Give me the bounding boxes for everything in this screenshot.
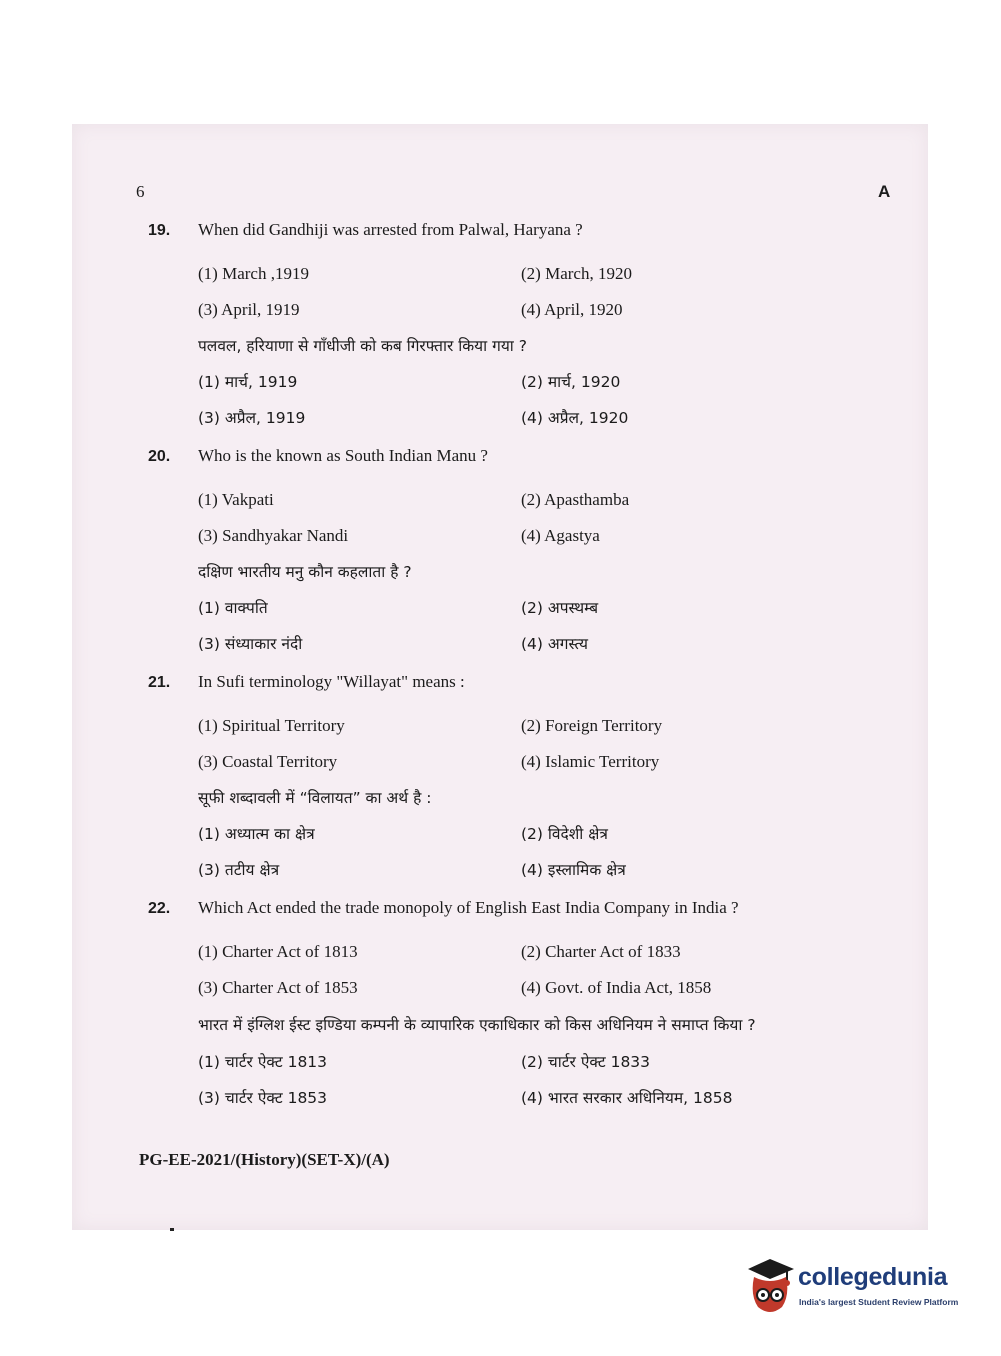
brand-tagline: India's largest Student Review Platform — [799, 1297, 959, 1307]
option-4: (4) April, 1920 — [521, 300, 623, 319]
options-en — [198, 482, 888, 554]
option-3: (3) April, 1919 — [198, 300, 300, 319]
option-3-hi: (3) तटीय क्षेत्र — [198, 861, 280, 879]
option-4-hi: (4) इस्लामिक क्षेत्र — [521, 861, 626, 879]
options-hi — [198, 364, 888, 436]
paper-code: PG-EE-2021/(History)(SET-X)/(A) — [139, 1150, 390, 1169]
question-text-en: Who is the known as South Indian Manu ? — [198, 446, 488, 465]
option-4: (4) Agastya — [521, 526, 600, 545]
question-text-hi: पलवल, हरियाणा से गाँधीजी को कब गिरफ्तार किया गया ? — [198, 337, 527, 355]
option-1: (1) Vakpati — [198, 490, 274, 509]
option-2-hi: (2) मार्च, 1920 — [521, 373, 621, 391]
question-text-en: When did Gandhiji was arrested from Palwal, Haryana ? — [198, 220, 583, 239]
question-text-hi: सूफी शब्दावली में “विलायत” का अर्थ है : — [198, 789, 432, 807]
brand-name: collegedunia — [798, 1263, 948, 1291]
question-number: 21. — [148, 674, 171, 691]
question-21 — [148, 672, 888, 888]
question-number: 22. — [148, 900, 171, 917]
option-2-hi: (2) अपस्थम्ब — [521, 599, 599, 617]
option-1-hi: (1) अध्यात्म का क्षेत्र — [198, 825, 315, 843]
option-2: (2) March, 1920 — [521, 264, 632, 283]
question-number: 20. — [148, 448, 171, 465]
options-hi — [198, 816, 888, 888]
option-3: (3) Coastal Territory — [198, 752, 338, 771]
option-1: (1) March ,1919 — [198, 264, 309, 283]
option-3-hi: (3) चार्टर ऐक्ट 1853 — [198, 1089, 328, 1107]
options-en — [198, 708, 888, 780]
question-text-hi: भारत में इंग्लिश ईस्ट इण्डिया कम्पनी के व्यापारिक एकाधिकार को किस अधिनियम ने समाप्त किया ? — [198, 1016, 756, 1034]
question-19 — [148, 220, 888, 436]
mascot-icon — [742, 1255, 798, 1321]
option-1: (1) Charter Act of 1813 — [198, 942, 358, 961]
option-2-hi: (2) विदेशी क्षेत्र — [521, 825, 608, 843]
options-hi — [198, 1044, 888, 1116]
option-4-hi: (4) अगस्त्य — [521, 635, 588, 653]
option-2: (2) Foreign Territory — [521, 716, 663, 735]
options-en — [198, 256, 888, 328]
option-2: (2) Apasthamba — [521, 490, 630, 509]
page-number: 6 — [136, 182, 145, 201]
scan-mark — [170, 1228, 174, 1231]
option-1-hi: (1) वाक्पति — [198, 599, 268, 617]
options-en — [198, 934, 888, 1006]
question-22 — [148, 898, 888, 1116]
set-letter: A — [878, 182, 891, 201]
option-2-hi: (2) चार्टर ऐक्ट 1833 — [521, 1053, 651, 1071]
option-1: (1) Spiritual Territory — [198, 716, 345, 735]
option-3: (3) Sandhyakar Nandi — [198, 526, 349, 545]
option-4: (4) Govt. of India Act, 1858 — [521, 978, 712, 997]
option-4-hi: (4) अप्रैल, 1920 — [521, 409, 629, 427]
question-text-en: In Sufi terminology "Willayat" means : — [198, 672, 465, 691]
option-3-hi: (3) संध्याकार नंदी — [198, 635, 303, 653]
option-1-hi: (1) मार्च, 1919 — [198, 373, 298, 391]
collegedunia-logo — [742, 1255, 972, 1321]
question-number: 19. — [148, 222, 171, 239]
option-3-hi: (3) अप्रैल, 1919 — [198, 409, 306, 427]
question-text-en: Which Act ended the trade monopoly of English East India Company in India ? — [198, 898, 739, 917]
option-1-hi: (1) चार्टर ऐक्ट 1813 — [198, 1053, 328, 1071]
option-3: (3) Charter Act of 1853 — [198, 978, 358, 997]
option-2: (2) Charter Act of 1833 — [521, 942, 681, 961]
question-20 — [148, 446, 888, 662]
option-4: (4) Islamic Territory — [521, 752, 660, 771]
option-4-hi: (4) भारत सरकार अधिनियम, 1858 — [521, 1089, 733, 1107]
question-text-hi: दक्षिण भारतीय मनु कौन कहलाता है ? — [198, 563, 412, 581]
options-hi — [198, 590, 888, 662]
